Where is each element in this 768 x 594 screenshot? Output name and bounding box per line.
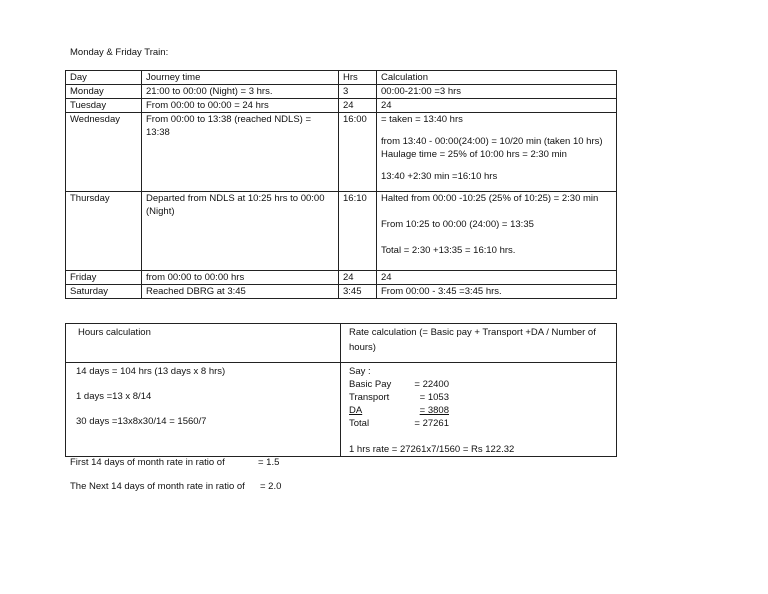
ratio-label-first: First 14 days of month rate in ratio of — [70, 457, 225, 468]
calc-line: 24 — [381, 100, 392, 111]
table-row — [66, 113, 617, 192]
rate-item-label: Transport — [349, 392, 390, 403]
hrs-cell: 16:00 — [339, 113, 377, 192]
calc-line: 24 — [381, 272, 392, 283]
calc-line: from 13:40 - 00:00(24:00) = 10/20 min (taken 10 hrs) — [381, 136, 603, 147]
day-cell: Wednesday — [66, 113, 142, 192]
rate-item-label: Total — [349, 418, 370, 429]
rate-item — [349, 392, 449, 403]
table-header-row — [66, 71, 617, 85]
hrs-cell: 24 — [339, 99, 377, 113]
day-cell: Tuesday — [66, 99, 142, 113]
calc-cell — [377, 285, 617, 299]
hrs-cell: 24 — [339, 271, 377, 285]
table-row — [66, 99, 617, 113]
rate-calc-title-cont: hours) — [349, 342, 376, 353]
calc-cell — [377, 271, 617, 285]
rate-say-label: Say : — [349, 366, 371, 377]
calc-line: 00:00-21:00 =3 hrs — [381, 86, 462, 97]
header-hrs: Hrs — [339, 71, 377, 85]
calc-line: From 00:00 - 3:45 =3:45 hrs. — [381, 286, 502, 297]
hours-calc-line: 30 days =13x8x30/14 = 1560/7 — [76, 416, 207, 427]
rate-item-label: Basic Pay — [349, 379, 392, 390]
header-calculation: Calculation — [377, 71, 617, 85]
calc-line: = taken = 13:40 hrs — [381, 114, 463, 125]
table-row — [66, 285, 617, 299]
journey-cell: From 00:00 to 00:00 = 24 hrs — [142, 99, 339, 113]
hours-calc-line: 14 days = 104 hrs (13 days x 8 hrs) — [76, 366, 226, 377]
journey-cell: 21:00 to 00:00 (Night) = 3 hrs. — [142, 85, 339, 99]
journey-cell: Reached DBRG at 3:45 — [142, 285, 339, 299]
row-divider — [66, 362, 616, 363]
calc-cell — [377, 99, 617, 113]
journey-cell: From 00:00 to 13:38 (reached NDLS) = 13:38 — [142, 113, 339, 192]
journey-cell: from 00:00 to 00:00 hrs — [142, 271, 339, 285]
calc-line: From 10:25 to 00:00 (24:00) = 13:35 — [381, 219, 534, 230]
day-cell: Saturday — [66, 285, 142, 299]
ratio-value-next: = 2.0 — [260, 481, 282, 492]
page-heading: Monday & Friday Train: — [70, 47, 169, 58]
column-divider — [340, 324, 341, 456]
journey-cell: Departed from NDLS at 10:25 hrs to 00:00 (Night) — [142, 192, 339, 271]
table-row — [66, 271, 617, 285]
calc-cell — [377, 192, 617, 271]
calc-cell — [377, 113, 617, 192]
hours-calc-title: Hours calculation — [78, 327, 151, 338]
day-cell: Monday — [66, 85, 142, 99]
rate-item-value: = 1053 — [419, 392, 449, 403]
rate-item — [349, 418, 449, 429]
calc-line: Total = 2:30 +13:35 = 16:10 hrs. — [381, 245, 516, 256]
rate-calc-title: Rate calculation (= Basic pay + Transport +DA / Number of — [349, 327, 596, 338]
rate-item-value: = 22400 — [414, 379, 449, 390]
rate-item — [349, 379, 449, 390]
day-cell: Thursday — [66, 192, 142, 271]
hrs-cell: 3 — [339, 85, 377, 99]
table-row — [66, 192, 617, 271]
calc-cell — [377, 85, 617, 99]
day-cell: Friday — [66, 271, 142, 285]
schedule-table — [65, 70, 617, 299]
rate-item-label: DA — [349, 405, 363, 416]
ratio-value-first: = 1.5 — [258, 457, 280, 468]
rate-item-value: = 27261 — [414, 418, 449, 429]
hrs-cell: 16:10 — [339, 192, 377, 271]
header-day: Day — [66, 71, 142, 85]
rate-item-value: = 3808 — [419, 405, 449, 416]
table-row — [66, 85, 617, 99]
hours-calc-line: 1 days =13 x 8/14 — [76, 391, 152, 402]
calc-line: Haulage time = 25% of 10:00 hrs = 2:30 min — [381, 149, 567, 160]
calc-line: Halted from 00:00 -10:25 (25% of 10:25) = 2:30 min — [381, 193, 599, 204]
rate-item — [349, 405, 449, 416]
calculation-box — [65, 323, 617, 457]
rate-result: 1 hrs rate = 27261x7/1560 = Rs 122.32 — [349, 444, 515, 455]
calc-line: 13:40 +2:30 min =16:10 hrs — [381, 171, 498, 182]
header-journey-time: Journey time — [142, 71, 339, 85]
ratio-label-next: The Next 14 days of month rate in ratio of — [70, 481, 245, 492]
hrs-cell: 3:45 — [339, 285, 377, 299]
